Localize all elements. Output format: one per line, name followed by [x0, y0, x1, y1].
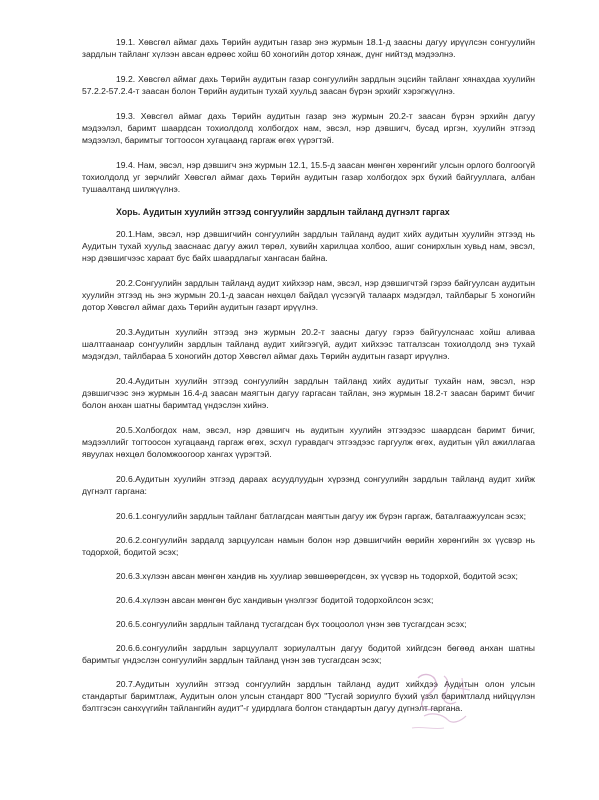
paragraph-20-2: 20.2.Сонгуулийн зардлын тайланд аудит хийхээр нам, эвсэл, нэр дэвшигчтэй гэрээ байгуулсан аудитын хуулийн этгээд нь энэ журмын 20.1-д заасан нөхцөл байдал үүсээгүй талаарх мэдэгдэл, тайлбарыг 5 хоногийн дотор Хөвсгөл аймаг дахь Төрийн аудитын газарт ирүүлнэ.: [82, 278, 535, 312]
paragraph-20-6-6: 20.6.6.сонгуулийн зардлын зарцуулалт зориулалтын дагуу бодитой хийгдсэн бөгөөд анхан шатны баримтыг үндэслэн сонгуулийн зардлын тайланд үнэн зөв тусгагдсан эсэх;: [82, 643, 535, 665]
paragraph-20-1: 20.1.Нам, эвсэл, нэр дэвшигчийн сонгуулийн зардлын тайланд аудит хийх аудитын хуулийн этгээд нь Аудитын тухай хуульд зааснаас дагуу ажил төрөл, хувийн харилцаа холбоо, ашиг сонирхлын хувьд нам, эвсэл, нэр дэвшигчээс хараат бус байх шаардлагыг хангасан байна.: [82, 229, 535, 263]
paragraph-20-6-4: 20.6.4.хүлээн авсан мөнгөн бус хандивын үнэлгээг бодитой тодорхойлсон эсэх;: [116, 595, 434, 605]
paragraph-19-3: 19.3. Хөвсгөл аймаг дахь Төрийн аудитын газар энэ журмын 20.2-т заасан бүрэн эрхийн дагуу мэдээлэл, баримт шаардсан тохиолдолд холбогдох нам, эвсэл, нэр дэвшигч, бусад иргэн, хуулийн этгээд мэдээлэл, баримтыг тогтоосон хугацаанд гаргаж өгөх үүрэгтэй.: [82, 111, 535, 145]
paragraph-20-4: 20.4.Аудитын хуулийн этгээд сонгуулийн зардлын тайланд хийх аудитыг тухайн нам, эвсэл, нэр дэвшигчээс энэ журмын 16.4-д заасан маягтын дагуу гаргасан тайлан, энэ журмын 18.2-т заасан баримт бичиг болон анхан шатны баримтад үндэслэн хийнэ.: [82, 376, 535, 410]
paragraph-20-6: 20.6.Аудитын хуулийн этгээд дараах асуудлуудын хүрээнд сонгуулийн зардлын тайланд аудит хийж дүгнэлт гаргана:: [82, 474, 535, 496]
section-heading-20: Хорь. Аудитын хуулийн этгээд сонгуулийн зардлын тайланд дүгнэлт гаргах: [116, 207, 450, 217]
paragraph-20-7: 20.7.Аудитын хуулийн этгээд сонгуулийн зардлын тайланд аудит хийхдээ Аудитын олон улсын стандартыг баримтлаж, Аудитын олон улсын стандарт 800 "Тусгай зориулго бүхий үзэл баримтлалд нийцүүлэн бэлтгэсэн санхүүгийн тайлангийн аудит"-г удирдлага болгон стандартын дагуу дүгнэлт гаргана.: [82, 679, 535, 713]
paragraph-20-5: 20.5.Холбогдох нам, эвсэл, нэр дэвшигч нь аудитын хуулийн этгээдээс шаардсан баримт бичиг, мэдээллийг тогтоосон хугацаанд гаргаж өгөх, эсхүл гуравдагч этгээдээс гаргуулж өгөх, аудитын үйл ажиллагаа явуулах нөхцөл боломжоогоор хангах үүрэгтэй.: [82, 425, 535, 459]
paragraph-20-6-2: 20.6.2.сонгуулийн зардалд зарцуулсан намын болон нэр дэвшигчийн өөрийн хөрөнгийн эх үүсвэр нь тодорхой, бодитой эсэх;: [82, 535, 535, 557]
paragraph-19-1: 19.1. Хөвсгөл аймаг дахь Төрийн аудитын газар энэ журмын 18.1-д заасны дагуу ирүүлсэн сонгуулийн зардлын тайланг хүлээн авсан өдрөөс хойш 60 хоногийн дотор хянаж, дүнг нийтэд мэдээлнэ.: [82, 37, 535, 59]
paragraph-20-6-1: 20.6.1.сонгуулийн зардлын тайланг батлагдсан маягтын дагуу иж бүрэн гаргаж, баталгаажуулсан эсэх;: [116, 511, 526, 521]
paragraph-20-6-5: 20.6.5.сонгуулийн зардлын тайланд тусгагдсан бүх тооцоолол үнэн зөв тусгагдсан эсэх;: [116, 619, 467, 629]
paragraph-19-2: 19.2. Хөвсгөл аймаг дахь Төрийн аудитын газар сонгуулийн зардлын эцсийн тайланг хянахдаа хуулийн 57.2.2-57.2.4-т заасан болон Төрийн аудитын тухай хуульд заасан бүрэн эрхийг хэрэгжүүлнэ.: [82, 74, 535, 96]
paragraph-20-3: 20.3.Аудитын хуулийн этгээд энэ журмын 20.2-т заасны дагуу гэрээ байгуулснаас хойш аливаа шалтгаанаар сонгуулийн зардлын тайланд аудит хийгээгүй, аудит хийхээс татгалзсан тохиолдолд энэ тухай мэдэгдэл, тайлбараа 5 хоногийн дотор Хөвсгөл аймаг дахь Төрийн аудитын газарт ирүүлнэ.: [82, 327, 535, 361]
paragraph-19-4: 19.4. Нам, эвсэл, нэр дэвшигч энэ журмын 12.1, 15.5-д заасан мөнгөн хөрөнгийг улсын орлого болгоогүй тохиолдолд уг зөрчлийг Хөвсгөл аймаг дахь Төрийн аудитын газар холбогдох эрх бүхий байгууллага, албан тушаалтанд шилжүүлнэ.: [82, 160, 535, 194]
paragraph-20-6-3: 20.6.3.хүлээн авсан мөнгөн хандив нь хуулиар зөвшөөрөгдсөн, эх үүсвэр нь тодорхой, бодитой эсэх;: [116, 571, 518, 581]
